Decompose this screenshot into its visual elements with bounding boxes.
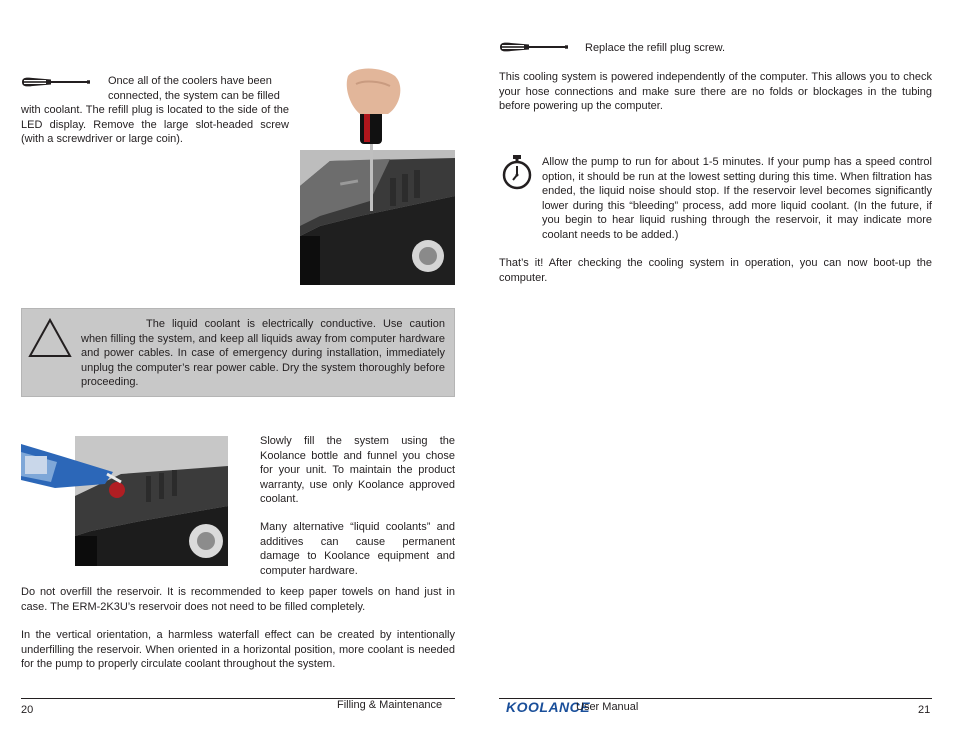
filling-photo bbox=[21, 436, 228, 566]
right-footer-label: User Manual bbox=[576, 701, 639, 713]
screwdriver-icon bbox=[21, 76, 91, 88]
fill-paragraph-2: Many alternative “liquid coolants” and additives can cause permanent damage to Koolance equipment and computer hardware. bbox=[260, 521, 455, 577]
overfill-paragraph: Do not overfill the reservoir. It is recommended to keep paper towels on hand just in case. The ERM-2K3U’s reservoir does not need to be filled completely. bbox=[21, 586, 455, 613]
pump-paragraph: Allow the pump to run for about 1-5 minutes. If your pump has a speed control option, it should be run at the lowest setting during this time. When filtration has ended, the liquid noise should stop. If the reservoir level becomes significantly lower during this “bleeding” process, add more liquid coolant. (In the future, if you begin to hear liquid rushing through the reservoir, it may indicate more coolant needs to be added.) bbox=[542, 156, 932, 241]
fill-paragraph-1: Slowly fill the system using the Koolance bottle and funnel you chose for your unit. To maintain the product warranty, use only Koolance approved coolant. bbox=[260, 435, 455, 506]
vertical-orientation-paragraph: In the vertical orientation, a harmless waterfall effect can be created by intentionally underfilling the reservoir. When oriented in a horizontal position, more coolant is needed for the pump to properly circulate coolant throughout the system. bbox=[21, 629, 455, 671]
refill-plug-photo bbox=[300, 66, 455, 285]
caution-text: The liquid coolant is electrically conductive. Use caution when filling the system, and keep all liquids away from computer hardware and power cables. In case of emergency during installation, immediately unplug the computer’s rear power cable. Dry the system thoroughly before proceeding. bbox=[81, 318, 445, 389]
step1-body: with coolant. The refill plug is located to the side of the LED display. Remove the large slot-headed screw (with a screwdriver or large coin). bbox=[21, 104, 289, 146]
stopwatch-icon bbox=[500, 154, 534, 190]
right-page-number: 21 bbox=[918, 704, 931, 716]
screwdriver-icon bbox=[499, 41, 569, 53]
step1-lead: Once all of the coolers have been connected, the system can be filled bbox=[108, 75, 280, 102]
warning-triangle-icon bbox=[28, 318, 72, 358]
refill-plug-step: Replace the refill plug screw. bbox=[585, 42, 726, 54]
left-page-number: 20 bbox=[21, 704, 34, 716]
left-footer-section: Filling & Maintenance bbox=[337, 699, 443, 711]
done-paragraph: That’s it! After checking the cooling system in operation, you can now boot-up the computer. bbox=[499, 257, 932, 284]
caution-box bbox=[21, 308, 455, 397]
koolance-logo: KOOLANCE bbox=[506, 699, 591, 715]
power-paragraph: This cooling system is powered independently of the computer. This allows you to check your hose connections and make sure there are no folds or blockages in the tubing before powering up the computer. bbox=[499, 71, 932, 113]
